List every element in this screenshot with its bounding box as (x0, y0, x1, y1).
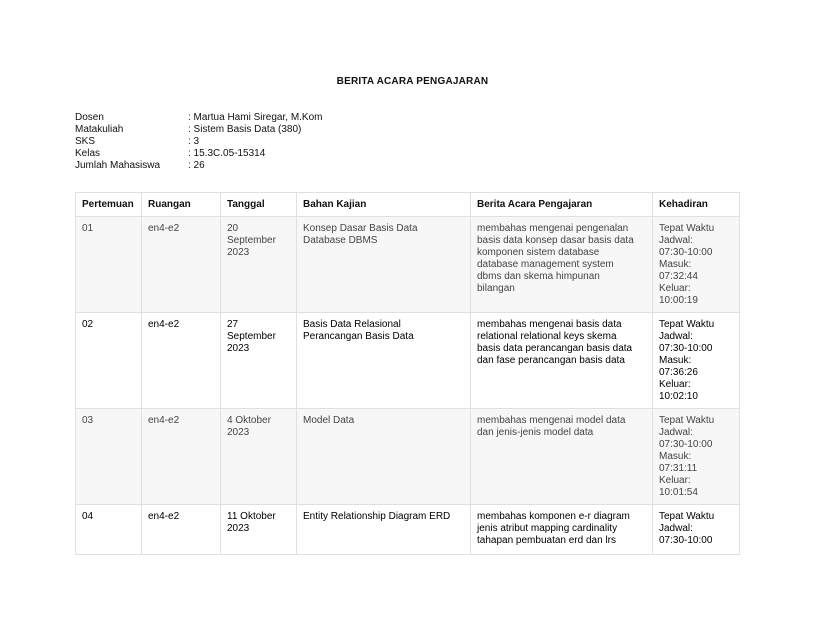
cell-line: 07:36:26 (659, 367, 698, 378)
cell-line: Keluar: (659, 283, 691, 294)
cell-line: Jadwal: (659, 235, 693, 246)
cell-line: September (227, 331, 276, 342)
cell-line: Database DBMS (303, 235, 378, 246)
cell-berita (471, 217, 653, 313)
cell-line: dan jenis-jenis model data (477, 427, 594, 438)
cell-line: 07:32:44 (659, 271, 698, 282)
table-row (76, 409, 740, 505)
cell-line: relational relational keys skema (477, 331, 617, 342)
cell-line: Keluar: (659, 475, 691, 486)
meta-row-sks (75, 136, 322, 148)
cell-line: 2023 (227, 247, 250, 258)
cell-ruangan (142, 409, 221, 505)
cell-line: 02 (82, 319, 94, 330)
cell-line: Konsep Dasar Basis Data (303, 223, 418, 234)
header-berita-acara: Berita Acara Pengajaran (471, 193, 653, 217)
course-info (75, 112, 322, 172)
cell-line: dan fase perancangan basis data (477, 355, 625, 366)
cell-pertemuan (76, 409, 142, 505)
cell-line: Perancangan Basis Data (303, 331, 414, 342)
cell-line: en4-e2 (148, 511, 180, 522)
cell-tanggal (221, 505, 297, 555)
meta-label: Dosen (75, 112, 104, 123)
cell-pertemuan (76, 217, 142, 313)
cell-line: Keluar: (659, 379, 691, 390)
cell-line: 07:31:11 (659, 463, 698, 474)
header-ruangan: Ruangan (142, 193, 221, 217)
table-header-row (76, 193, 740, 217)
meta-label: Kelas (75, 148, 101, 159)
cell-bahan (297, 505, 471, 555)
cell-line: 10:01:54 (659, 487, 698, 498)
cell-kehadiran (653, 217, 740, 313)
cell-line: Masuk: (659, 451, 692, 462)
cell-line: Jadwal: (659, 523, 693, 534)
meta-value: : Martua Hami Siregar, M.Kom (188, 112, 323, 123)
cell-line: Masuk: (659, 355, 692, 366)
cell-line: Basis Data Relasional (303, 319, 401, 330)
table-row (76, 217, 740, 313)
cell-line: Entity Relationship Diagram ERD (303, 511, 451, 522)
cell-kehadiran (653, 409, 740, 505)
cell-line: 07:30-10:00 (659, 439, 713, 450)
cell-line: database management system (477, 259, 614, 270)
meta-value: : Sistem Basis Data (380) (188, 124, 302, 135)
cell-bahan (297, 217, 471, 313)
cell-line: 03 (82, 415, 94, 426)
cell-kehadiran (653, 313, 740, 409)
meta-label: SKS (75, 136, 96, 147)
meta-value: : 15.3C.05-15314 (188, 148, 266, 159)
meta-label: Matakuliah (75, 124, 124, 135)
cell-line: 4 Oktober (227, 415, 271, 426)
cell-line: tahapan pembuatan erd dan lrs (477, 535, 616, 546)
cell-berita (471, 409, 653, 505)
cell-line: Tepat Waktu (659, 319, 715, 330)
cell-line: 07:30-10:00 (659, 247, 713, 258)
cell-line: Jadwal: (659, 427, 693, 438)
cell-line: membahas komponen e-r diagram (477, 511, 630, 522)
cell-line: komponen sistem database (477, 247, 600, 258)
cell-line: 07:30-10:00 (659, 343, 713, 354)
meta-value: : 26 (188, 160, 205, 171)
cell-ruangan (142, 313, 221, 409)
cell-line: en4-e2 (148, 415, 180, 426)
cell-tanggal (221, 313, 297, 409)
cell-line: Tepat Waktu (659, 511, 715, 522)
cell-line: September (227, 235, 276, 246)
cell-line: en4-e2 (148, 223, 180, 234)
cell-ruangan (142, 505, 221, 555)
cell-line: Tepat Waktu (659, 223, 715, 234)
cell-line: Model Data (303, 415, 355, 426)
cell-pertemuan (76, 505, 142, 555)
cell-line: membahas mengenai model data (477, 415, 626, 426)
attendance-table-wrapper (75, 192, 739, 555)
cell-line: basis data perancangan basis data (477, 343, 633, 354)
cell-line: en4-e2 (148, 319, 180, 330)
cell-line: Masuk: (659, 259, 692, 270)
cell-line: membahas mengenai pengenalan (477, 223, 629, 234)
cell-line: bilangan (477, 283, 515, 294)
cell-line: 10:00:19 (659, 295, 698, 306)
cell-line: jenis atribut mapping cardinality (477, 523, 618, 534)
header-pertemuan: Pertemuan (76, 193, 142, 217)
meta-label: Jumlah Mahasiswa (75, 160, 161, 171)
cell-line: 04 (82, 511, 94, 522)
meta-row-kelas (75, 148, 322, 160)
table-body (76, 217, 740, 555)
header-tanggal: Tanggal (221, 193, 297, 217)
page-title: BERITA ACARA PENGAJARAN (336, 76, 489, 87)
cell-line: membahas mengenai basis data (477, 319, 622, 330)
meta-row-dosen (75, 112, 322, 124)
cell-line: 20 (227, 223, 239, 234)
cell-berita (471, 313, 653, 409)
cell-line: 01 (82, 223, 94, 234)
cell-line: dbms dan skema himpunan (477, 271, 600, 282)
cell-line: 2023 (227, 427, 250, 438)
cell-ruangan (142, 217, 221, 313)
cell-line: Tepat Waktu (659, 415, 715, 426)
header-kehadiran: Kehadiran (653, 193, 740, 217)
meta-row-jumlah-mahasiswa (75, 160, 322, 172)
cell-tanggal (221, 217, 297, 313)
cell-line: 27 (227, 319, 239, 330)
cell-tanggal (221, 409, 297, 505)
cell-berita (471, 505, 653, 555)
table-row (76, 313, 740, 409)
cell-kehadiran (653, 505, 740, 555)
attendance-table (75, 192, 740, 555)
cell-line: 11 Oktober (227, 511, 276, 522)
cell-line: 10:02:10 (659, 391, 698, 402)
cell-line: Jadwal: (659, 331, 693, 342)
cell-line: basis data konsep dasar basis data (477, 235, 634, 246)
cell-bahan (297, 409, 471, 505)
cell-line: 07:30-10:00 (659, 535, 713, 546)
cell-line: 2023 (227, 343, 250, 354)
meta-row-matakuliah (75, 124, 322, 136)
table-row (76, 505, 740, 555)
header-bahan-kajian: Bahan Kajian (297, 193, 471, 217)
cell-bahan (297, 313, 471, 409)
cell-line: 2023 (227, 523, 250, 534)
cell-pertemuan (76, 313, 142, 409)
meta-value: : 3 (188, 136, 200, 147)
